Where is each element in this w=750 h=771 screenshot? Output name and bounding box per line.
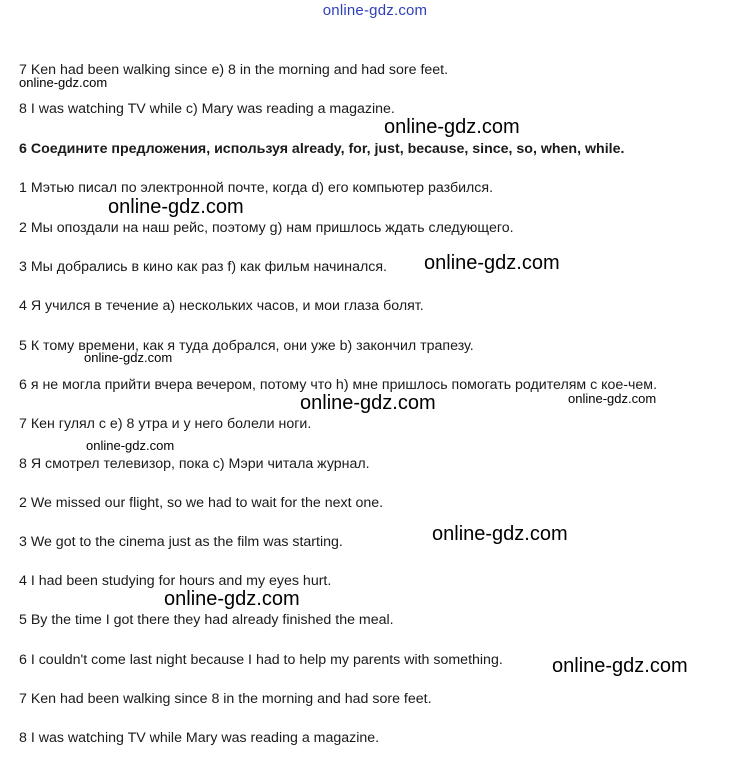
task-heading: 6 Соедините предложения, используя already, for, just, because, since, so, when, while. [19, 141, 625, 157]
text-line-18: 8 I was watching TV while Mary was reading a magazine. [19, 730, 380, 746]
header-site-link[interactable]: online-gdz.com [322, 2, 428, 19]
text-line-5: 2 Мы опоздали на наш рейс, поэтому g) нам пришлось ждать следующего. [19, 220, 514, 236]
text-line-10: 7 Кен гулял с e) 8 утра и у него болели ноги. [19, 416, 312, 432]
text-line-14: 4 I had been studying for hours and my eyes hurt. [19, 573, 332, 589]
watermark: online-gdz.com [552, 655, 688, 677]
text-line-4: 1 Мэтью писал по электронной почте, когда d) его компьютер разбился. [19, 180, 494, 196]
text-line-7: 4 Я учился в течение a) нескольких часов, и мои глаза болят. [19, 298, 424, 314]
watermark: online-gdz.com [84, 350, 173, 365]
watermark: online-gdz.com [568, 391, 657, 406]
watermark: online-gdz.com [108, 196, 244, 218]
watermark: online-gdz.com [86, 438, 175, 453]
watermark: online-gdz.com [424, 252, 560, 274]
text-line-12: 2 We missed our flight, so we had to wait for the next one. [19, 495, 384, 511]
text-line-15: 5 By the time I got there they had already finished the meal. [19, 612, 394, 628]
text-line-8: 5 К тому времени, как я туда добрался, они уже b) закончил трапезу. [19, 338, 474, 354]
watermark: online-gdz.com [300, 392, 436, 414]
text-line-11: 8 Я смотрел телевизор, пока c) Мэри читала журнал. [19, 456, 370, 472]
text-line-2: 8 I was watching TV while c) Mary was reading a magazine. [19, 101, 395, 117]
text-line-1: 7 Ken had been walking since e) 8 in the morning and had sore feet. [19, 62, 449, 78]
text-line-13: 3 We got to the cinema just as the film was starting. [19, 534, 343, 550]
text-line-16: 6 I couldn't come last night because I had to help my parents with something. [19, 652, 503, 668]
watermark: online-gdz.com [432, 523, 568, 545]
watermark: online-gdz.com [384, 116, 520, 138]
watermark: online-gdz.com [19, 75, 108, 90]
text-line-9: 6 я не могла прийти вчера вечером, потому что h) мне пришлось помогать родителям с кое-чем. [19, 377, 658, 393]
text-line-17: 7 Ken had been walking since 8 in the morning and had sore feet. [19, 691, 432, 707]
watermark: online-gdz.com [164, 588, 300, 610]
text-line-6: 3 Мы добрались в кино как раз f) как фильм начинался. [19, 259, 387, 275]
